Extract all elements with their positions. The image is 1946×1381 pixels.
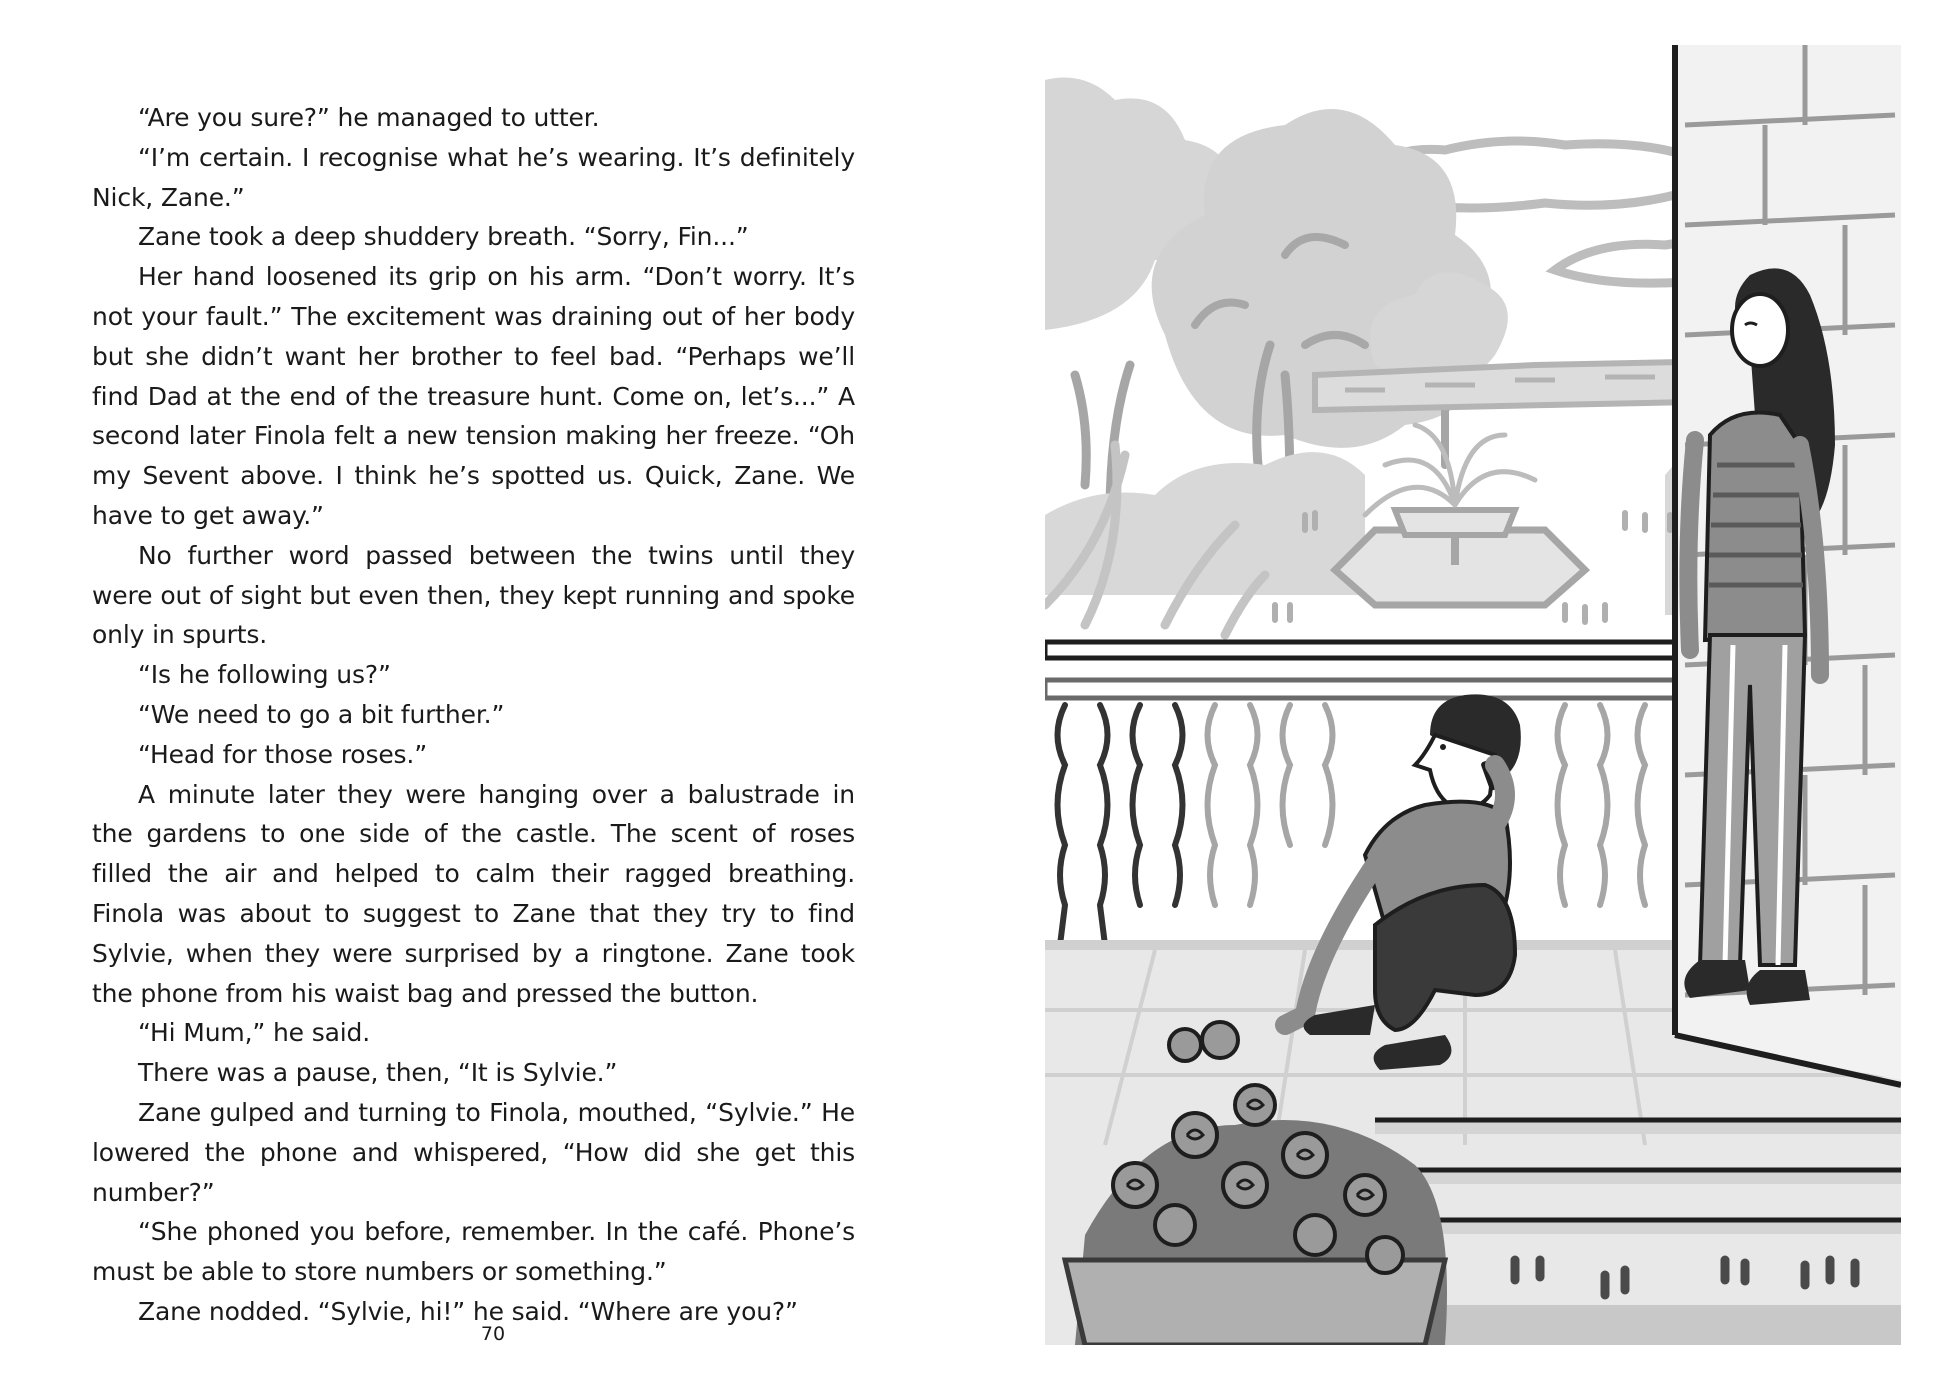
paragraph: No further word passed between the twins until they were out of sight but even then, they kept running and spoke only in spurts.: [92, 540, 855, 650]
page-number: 70: [480, 1323, 506, 1345]
paragraph: “Hi Mum,” he said.: [138, 1018, 371, 1048]
paragraph: A minute later they were hanging over a balustrade in the gardens to one side of the castle. The scent of roses filled the air and helped to calm their ragged breathing. Finola was about to suggest to Zane that they try to find Sylvie, when they were surprised by a ringtone. Zane took the phone from his waist bag and pressed the button.: [92, 779, 855, 1008]
paragraph: “We need to go a bit further.”: [138, 699, 505, 729]
girl-right-shoe: [1747, 970, 1810, 1005]
boy-right-arm: [1495, 765, 1505, 825]
paragraph: “Is he following us?”: [138, 660, 391, 690]
fountain-bowl: [1395, 510, 1515, 535]
paragraph: Zane gulped and turning to Finola, mouthed, “Sylvie.” He lowered the phone and whispered, “How did she get this number?”: [92, 1097, 855, 1207]
paragraph: “Are you sure?” he managed to utter.: [138, 103, 600, 132]
paragraph: Her hand loosened its grip on his arm. “Don’t worry. It’s not your fault.” The excitement was draining out of her body but she didn’t want her brother to feel bad. “Perhaps we’ll find Dad at the end of the treasure hunt. Come on, let’s...” A second later Finola felt a new tension making her freeze. “Oh my Sevent above. I think he’s spotted us. Quick, Zane. We have to get away.”: [92, 262, 855, 530]
fountain-basin: [1335, 530, 1585, 605]
paragraph: Zane took a deep shuddery breath. “Sorry, Fin...”: [138, 222, 749, 252]
boy-eye: [1440, 744, 1446, 750]
girl-left-arm: [1688, 440, 1695, 650]
text-page: [92, 98, 855, 1332]
paragraph: There was a pause, then, “It is Sylvie.”: [138, 1058, 618, 1088]
illustration-svg: [1045, 45, 1901, 1345]
paragraph: “Head for those roses.”: [138, 739, 428, 769]
paragraph: “I’m certain. I recognise what he’s wearing. It’s definitely Nick, Zane.”: [92, 142, 855, 212]
lower-lawn: [1415, 1305, 1901, 1345]
paragraph: “She phoned you before, remember. In the café. Phone’s must be able to store numbers or something.”: [92, 1217, 855, 1287]
illustration-garden-balustrade: [1045, 45, 1901, 1345]
paragraph: Zane nodded. “Sylvie, hi!” he said. “Where are you?”: [138, 1296, 798, 1326]
girl-face: [1732, 294, 1788, 366]
